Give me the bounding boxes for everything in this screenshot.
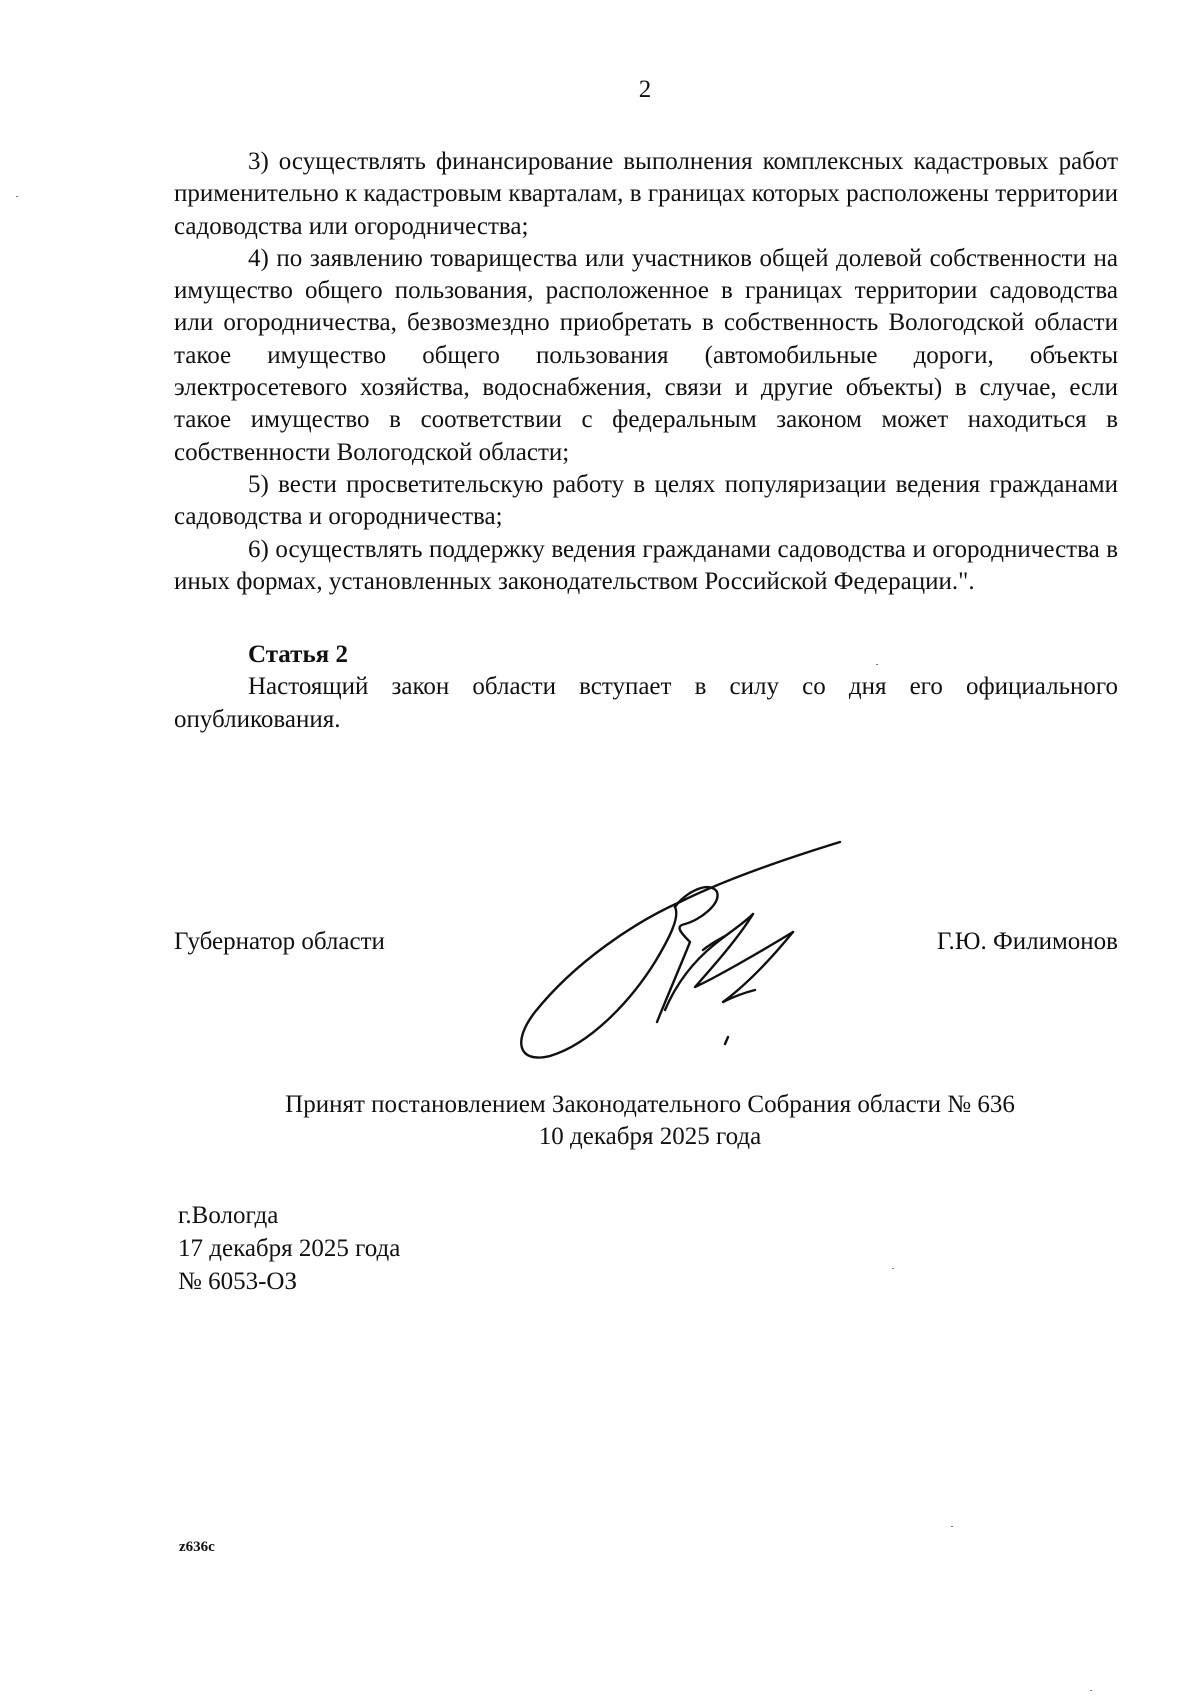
signatory-name: Г.Ю. Филимонов	[936, 928, 1118, 955]
paragraph-item-5: 5) вести просветительскую работу в целях популяризации ведения гражданами садоводства и огородничества;	[174, 470, 1118, 531]
law-number: № 6053-ОЗ	[178, 1268, 298, 1295]
scan-speck	[16, 196, 18, 197]
paragraph-item-6: 6) осуществлять поддержку ведения гражданами садоводства и огородничества в иных формах, установленных законодательством Российской Федерации.".	[174, 535, 1118, 595]
handwritten-signature	[505, 832, 845, 1062]
adoption-line-2: 10 декабря 2025 года	[538, 1123, 762, 1150]
scan-speck	[1090, 1690, 1092, 1691]
adoption-line-1: Принят постановлением Законодательного Собрания области № 636	[285, 1091, 1015, 1118]
law-body	[174, 146, 1118, 736]
page-number: 2	[638, 76, 652, 103]
adoption-note	[0, 1089, 1200, 1153]
signatory-position: Губернатор области	[174, 928, 385, 955]
article-heading: Статья 2	[248, 641, 348, 669]
paragraph-item-3: 3) осуществлять финансирование выполнения комплексных кадастровых работ применительно к кадастровым кварталам, в границах которых расположены территории садоводства или огородничества;	[174, 148, 1118, 240]
scan-speck	[876, 664, 878, 665]
document-code: z636c	[179, 1539, 215, 1555]
article-text: Настоящий закон области вступает в силу со дня его официального опубликования.	[174, 673, 1118, 733]
city: г.Вологда	[178, 1202, 279, 1229]
scan-speck	[892, 1268, 894, 1269]
scan-speck	[951, 1526, 953, 1527]
place-date-number	[178, 1199, 400, 1298]
signing-date: 17 декабря 2025 года	[178, 1235, 401, 1262]
paragraph-item-4: 4) по заявлению товарищества или участников общей долевой собственности на имущество общего пользования, расположенное в границах территории садоводства или огородничества, безвозмездно приобретать в собственность Вологодской области такое имущество общего пользования (автомобильные дороги, объекты электросетевого хозяйства, водоснабжения, связи и другие объекты) в случае, если такое имущество в соответствии с федеральным законом может находиться в собственности Вологодской области;	[174, 244, 1118, 466]
